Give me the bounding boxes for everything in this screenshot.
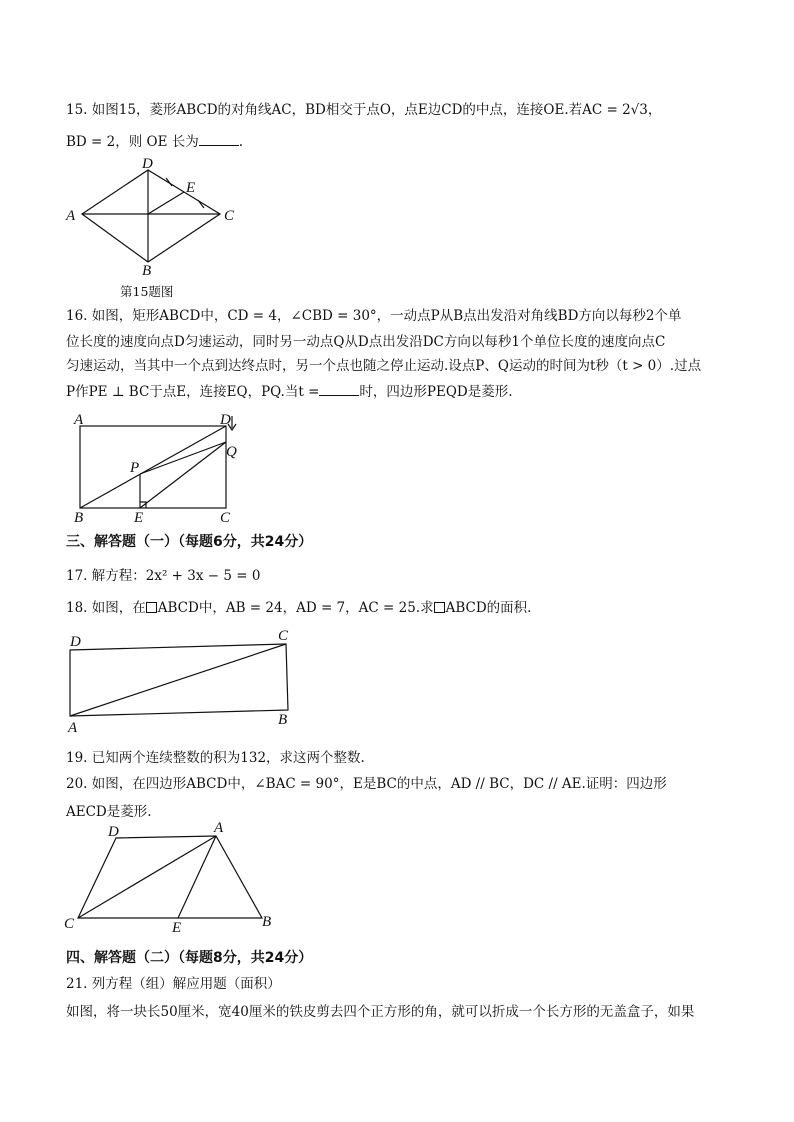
section-4-heading: 四、解答题（二）（每题8分，共24分） xyxy=(66,950,313,966)
q18-text-3: ABCD的面积. xyxy=(445,600,532,616)
label-d: D xyxy=(220,412,231,428)
rhombus-outline xyxy=(82,170,220,262)
q20-line-2: AECD是菱形. xyxy=(66,804,152,820)
q16-line-3: 匀速运动，当其中一个点到达终点时，另一个点也随之停止运动.设点P、Q运动的时间为t秒（t > 0）.过点 xyxy=(66,358,702,374)
q18-parallelogram-figure xyxy=(64,628,304,736)
label-b: B xyxy=(262,914,272,930)
segment-pq xyxy=(140,442,226,474)
question-18 xyxy=(66,594,736,622)
q15-answer-blank[interactable] xyxy=(199,133,239,146)
parallelogram-symbol-icon xyxy=(434,602,445,613)
label-c: C xyxy=(278,628,289,644)
label-c: C xyxy=(64,916,75,932)
label-a: A xyxy=(66,208,76,224)
label-b: B xyxy=(278,712,288,728)
q16-rectangle-figure xyxy=(70,414,250,526)
question-15 xyxy=(66,96,736,156)
question-20 xyxy=(66,770,736,826)
label-a: A xyxy=(74,412,84,428)
label-b: B xyxy=(142,263,152,279)
q15-rhombus-figure xyxy=(62,158,242,278)
label-q: Q xyxy=(226,444,237,460)
parallelogram-symbol-icon xyxy=(146,602,157,613)
q18-text-1: 18. 如图，在 xyxy=(66,600,146,616)
label-a: A xyxy=(68,720,78,736)
q15-period: . xyxy=(238,134,244,150)
label-e: E xyxy=(186,180,196,196)
q21-line-2: 如图，将一块长50厘米，宽40厘米的铁皮剪去四个正方形的角，就可以折成一个长方形的无盖盒子，如果 xyxy=(66,1004,695,1020)
segment-eq xyxy=(140,442,226,508)
q15-caption: 第15题图 xyxy=(120,284,174,299)
label-c: C xyxy=(224,208,235,224)
q15-line-2 xyxy=(66,128,736,156)
q20-quadrilateral-figure xyxy=(62,820,282,936)
label-d: D xyxy=(142,156,153,172)
q16-line-4-text: P作PE ⊥ BC于点E，连接EQ，PQ.当t = xyxy=(66,384,320,400)
q16-line-4-end: 时，四边形PEQD是菱形. xyxy=(359,384,513,400)
q16-line-4 xyxy=(66,378,736,406)
segment-ac xyxy=(78,836,216,918)
question-21 xyxy=(66,970,736,1026)
section-3-heading: 三、解答题（一）（每题6分，共24分） xyxy=(66,534,313,550)
label-p: P xyxy=(130,460,140,476)
q16-line-2: 位长度的速度向点D匀速运动，同时另一动点Q从D点出发沿DC方向以每秒1个单位长度的速度向点C xyxy=(66,334,666,350)
segment-oe xyxy=(148,192,184,214)
q18-text-2: ABCD中，AB = 24，AD = 7，AC = 25.求 xyxy=(157,600,434,616)
label-e: E xyxy=(134,510,144,526)
label-a: A xyxy=(214,820,224,836)
label-c: C xyxy=(220,510,231,526)
question-16 xyxy=(66,302,736,406)
question-19: 19. 已知两个连续整数的积为132，求这两个整数. xyxy=(66,750,365,766)
question-17: 17. 解方程：2x² + 3x − 5 = 0 xyxy=(66,568,261,584)
q16-line-1: 16. 如图，矩形ABCD中，CD = 4，∠CBD = 30°，一动点P从B点出发沿对角线BD方向以每秒2个单 xyxy=(66,308,682,324)
label-e: E xyxy=(172,920,182,936)
q21-line-1: 21. 列方程（组）解应用题（面积） xyxy=(66,976,281,992)
q15-line-2-text: BD = 2，则 OE 长为 xyxy=(66,134,199,150)
q16-answer-blank[interactable] xyxy=(319,383,359,396)
label-b: B xyxy=(74,510,84,526)
diagonal-ac xyxy=(70,644,286,716)
label-d: D xyxy=(70,634,81,650)
q20-line-1: 20. 如图，在四边形ABCD中，∠BAC = 90°，E是BC的中点，AD // BC，DC // AE.证明：四边形 xyxy=(66,776,667,792)
segment-ae xyxy=(178,836,216,918)
diagonal-bd xyxy=(80,426,226,508)
q15-line-1: 15. 如图15，菱形ABCD的对角线AC，BD相交于点O，点E边CD的中点，连接OE.若AC = 2√3， xyxy=(66,102,662,118)
quadrilateral-abcd xyxy=(78,836,262,918)
label-d: D xyxy=(108,824,119,840)
